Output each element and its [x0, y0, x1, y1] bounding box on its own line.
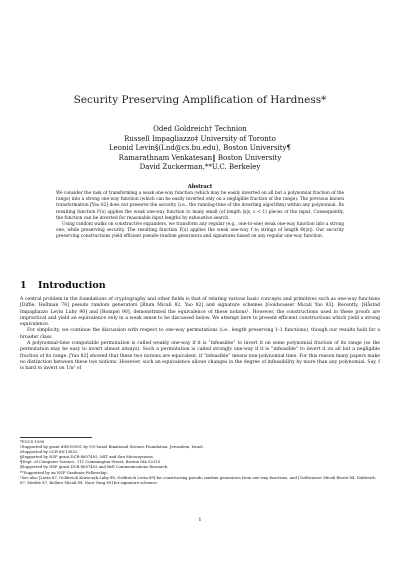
footnote: ¹See also [Levin 87, Goldreich Krawczyk Luby 88, Goldreich Levin 89] for constructing pseudo random generators from one-way functions, and [Goldwasser Micali Rivest 84, Goldreich 87, Merkle 87, Bellare Micali 88, Naor Yung 89] for signature schemes. — [20, 474, 376, 485]
body-paragraph: A central problem in the foundations of cryptography and other fields is that of relating various basic concepts and primitives such as one-way functions [Diffie, Hellman 76] pseudo random generators [Blum Micali 82, Yao 82] and signature schemes [Goldwasser Micali Yao 83]. Recently, [Håstad Impagliazzo Levin Luby 90] and [Rompel 90], demonstrated the equivalence of these notions¹. However, the constructions used in these proofs are impractical and yield an equivalence only in a weak sense to be discussed below. We attempt here to present efficient constructions which yield a strong equivalence. — [20, 297, 380, 328]
abstract-paragraph: We consider the task of transforming a weak one-way function (which may be easily inverted on all but a polynomial fraction of the range) into a strong one-way function (which can be easily inverted only on a negligible fraction of the range). The previous known transformation [Yao 82] does not preserve the security (i.e., the running-time of the inverting algorithm) within any polynomial. Its resulting function F(x) applies the weak one-way function to many small (of length |x|ε, ε < 1) pieces of the input. Consequently, the function can be inverted for reasonable input lengths by exhaustive search. — [56, 191, 344, 221]
body-paragraph: A polynomial-time computable permutation is called weakly one-way if it is “infeasible” to invert it on some polynomial fraction of its range (so the permutation may be easy to invert almost always). Such a permutation is called strongly one-way if it is “infeasible” to invert it on all but a negligible fraction of its range. [Yao 82] showed that these two notions are equivalent, if “infeasible” means non-polynomial time. For this reason many papers make no distinction between these two notions. However, such an equivalence allows changes in the degree of infeasibility by more than any polynomial. Say, f is hard to invert on 1/n³ of — [20, 341, 380, 372]
footnotes — [20, 439, 380, 485]
footnote: ‡Supported by CCR-88-13632. — [20, 449, 79, 455]
author-line: Leonid Levin§(Lnd@cs.bu.edu), Boston University¶ — [109, 144, 291, 152]
footnote: **Supported by an NSF Graduate Fellowship. — [20, 469, 108, 475]
body-paragraph: For simplicity, we continue the discussion with respect to one-way permutations (i.e., length preserving 1-1 functions), though our results hold for a broader class. — [20, 328, 380, 340]
author-list — [0, 125, 400, 173]
abstract-heading: Abstract — [187, 184, 213, 190]
page-number: 1 — [198, 517, 202, 523]
footnote-rule — [20, 437, 92, 438]
footnote: ¶Dept. of Computer Science, 111 Cummington Street, Boston MA 02215. — [20, 459, 162, 465]
author-line: Ramarathnam Venkatesan‖ Boston University — [118, 153, 282, 162]
section-heading — [20, 280, 106, 291]
section-number: 1 — [20, 280, 27, 291]
section-title: Introduction — [38, 280, 106, 291]
footnote: §Supported by NSF grant DCR-8607492, MIT and Sun Microsystems. — [20, 454, 155, 460]
footnote: ‖Supported by NSF grant DCR-8607492 and Bell Communications Research. — [20, 464, 169, 470]
author-line: Russell Impagliazzo‡ University of Toronto — [124, 134, 276, 143]
footnote: †Supported by grant #86-00301 by US-Israel Binational Science Foundation, Jerusalem, Israel. — [20, 444, 204, 450]
section-body — [20, 297, 380, 373]
author-line: Oded Goldreich† Technion — [153, 125, 247, 133]
footnote: *FOCS-1990 — [20, 439, 45, 444]
paper-title: Security Preserving Amplification of Hardness* — [73, 94, 327, 106]
author-line: David Zuckerman,**U.C. Berkeley — [139, 163, 261, 171]
abstract — [56, 191, 344, 241]
abstract-paragraph: Using random walks on constructive expanders, we transform any regular (e.g., one-to-one) weak one-way function into a strong one, while preserving security. The resulting function F(x) applies the weak one-way f to strings of length Θ(|x|). Our security preserving constructions yield efficient pseudo-random generators and signatures based on any regular one-way function. — [56, 222, 344, 240]
